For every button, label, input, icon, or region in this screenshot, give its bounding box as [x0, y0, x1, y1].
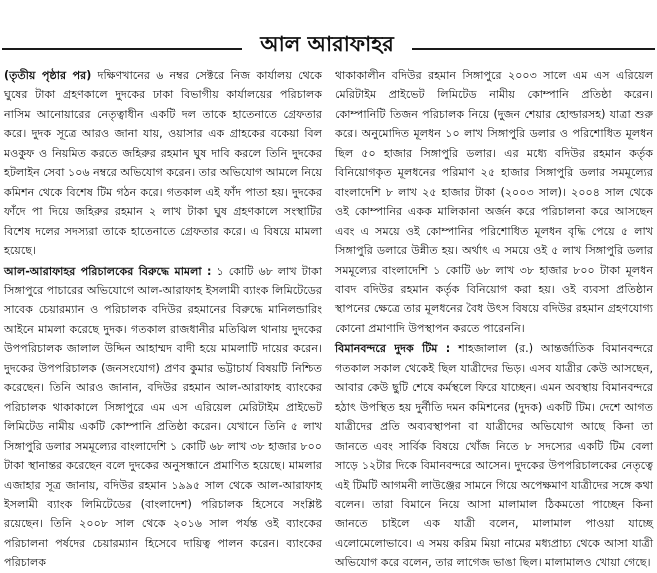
left-column	[4, 66, 322, 570]
section-title: আল আরাফাহর	[242, 26, 412, 62]
continuation-kicker: (তৃতীয় পৃষ্ঠার পর)	[4, 69, 92, 82]
right-paragraph-2-text: শাহজালাল (র.) আন্তর্জাতিক বিমানবন্দরে গতকাল সকাল থেকেই ছিল যাত্রীদের ভিড়। এসব যাত্রীর কেউ আসছেন, আবার কেউ ছুটি শেষে কর্মস্থলে ফিরে যাচ্ছেন। এমন অবস্থায় বিমানবন্দরে হঠাৎ উপস্থিত হয় দুর্নীতি দমন কমিশনের (দুদক) একটি টিম। দেশে আগত যাত্রীদের প্রতি অব্যবস্থাপনা বা যাত্রীদের অভিযোগ আছে কিনা তা জানতে এবং সার্বিক বিষয়ে খোঁজ নিতে ৮ সদস্যের একটি টিম বেলা সাড়ে ১২টার দিকে বিমানবন্দরে আসেন। দুদকের উপপরিচালকের নেতৃত্বে এই টিমটি আগমনী লাউঞ্জের সামনে গিয়ে অপেক্ষমাণ যাত্রীদের সঙ্গে কথা বলেন। তারা বিমানে নিয়ে আসা মালামাল ঠিকমতো পাচ্ছেন কিনা জানতে চাইলে এক যাত্রী বলেন, মালামাল পাওয়া যাচ্ছে এলোমেলোভাবে। এ সময় করিম মিয়া নামের মধ্যপ্রাচ্য থেকে আসা যাত্রী অভিযোগ করে বলেন, তার লাগেজ ভাঙা ছিল। মালামালও খোয়া গেছে।	[335, 342, 653, 570]
left-paragraph-2-text: ১ কোটি ৬৮ লাখ টাকা সিঙ্গাপুরে পাচারের অভিযোগে আল-আরাফাহ ইসলামী ব্যাংক লিমিটেডের সাবেক চেয়ারম্যান ও পরিচালক বদিউর রহমানের বিরুদ্ধে মানিলন্ডারিং আইনে মামলা করেছে দুদক। গতকাল রাজধানীর মতিঝিল থানায় দুদকের উপপরিচালক জালাল উদ্দিন আহাম্মদ বাদী হয়ে মামলাটি দায়ের করেন। দুদকের উপপরিচালক (জনসংযোগ) প্রণব কুমার ভট্টাচার্য বিষয়টি নিশ্চিত করেছেন। তিনি আরও জানান, বদিউর রহমান আল-আরাফাহ ব্যাংকের পরিচালক থাকাকালে সিঙ্গাপুরে এম এস এরিয়েল মেরিটাইম প্রাইভেট লিমিটেড নামীয় একটি কোম্পানি প্রতিষ্ঠা করেন। যেখানে তিনি ৫ লাখ সিঙ্গাপুরি ডলার সমমূল্যের বাংলাদেশি ১ কোটি ৬৮ লাখ ৩৮ হাজার ৮০০ টাকা স্থানান্তর করেছেন বলে দুদকের অনুসন্ধানে প্রমাণিত হয়েছে। মামলার এজাহার সূত্র জানায়, বদিউর রহমান ১৯৯৫ সাল থেকে আল-আরাফাহ ইসলামী ব্যাংক লিমিটেডের (বাংলাদেশ) পরিচালক হিসেবে সংশ্লিষ্ট রয়েছেন। তিনি ২০০৮ সাল থেকে ২০১৬ সাল পর্যন্ত ওই ব্যাংকের পরিচালনা পর্ষদের চেয়ারম্যান হিসেবে দায়িত্ব পালন করেন। ব্যাংকের পরিচালক	[4, 264, 322, 570]
article-columns	[4, 66, 653, 570]
subhead-airport-team: বিমানবন্দরে দুদক টিম :	[335, 342, 451, 356]
left-paragraph-1	[4, 66, 322, 261]
subhead-case-filed: আল-আরাফাহর পরিচালকের বিরুদ্ধে মামলা :	[4, 264, 212, 278]
right-paragraph-1-text: থাকাকালীন বদিউর রহমান সিঙ্গাপুরে ২০০৩ সালে এম এস এরিয়েল মেরিটাইম প্রাইভেট লিমিটেড নামীয় কোম্পানি প্রতিষ্ঠা করেন। কোম্পানিটি তিজন পরিচালক নিয়ে (দুজন শেয়ার হোল্ডারসহ) যাত্রা শুরু করে। অনুমোদিত মূলধন ১০ লাখ সিঙ্গাপুরি ডলার ও পরিশোধিত মূলধন ছিল ৫০ হাজার সিঙ্গাপুরি ডলার। এর মধ্যে বদিউর রহমান কর্তৃক বিনিয়োগকৃত মূলধনের পরিমাণ ২৫ হাজার সিঙ্গাপুরি ডলার সমমূল্যের বাংলাদেশি ৮ লাখ ২৫ হাজার টাকা (২০০৩ সাল)। ২০০৪ সাল থেকে ওই কোম্পানির একক মালিকানা অর্জন করে পরিচালনা করে আসছেন এবং এ সময়ে ওই কোম্পানির পরিশোধিত মূলধন বৃদ্ধি পেয়ে ৫ লাখ সিঙ্গাপুরি ডলারে উন্নীত হয়। অর্থাৎ এ সময়ে ওই ৫ লাখ সিঙ্গাপুরি ডলার সমমূল্যের বাংলাদেশি ১ কোটি ৬৮ লাখ ৩৮ হাজার ৮০০ টাকা মূলধন বাবদ বদিউর রহমান কর্তৃক বিনিয়োগ করা হয়। ওই ব্যবসা প্রতিষ্ঠান স্থাপনের ক্ষেত্রে তার মূলধনের বৈধ উৎস বিষয়ে বদিউর রহমান গ্রহণযোগ্য কোনো প্রমাণাদি উপস্থাপন করতে পারেননি।	[335, 69, 653, 335]
right-column	[335, 66, 653, 570]
right-paragraph-2	[335, 339, 653, 572]
section-header	[0, 22, 657, 62]
left-paragraph-2	[4, 262, 322, 573]
right-paragraph-1	[335, 66, 653, 338]
left-paragraph-1-text: দক্ষিণখানের ৬ নম্বর সেক্টরে নিজ কার্যালয় থেকে ঘুষের টাকা গ্রহণকালে দুদকের ঢাকা বিভাগীয় কার্যালয়ের পরিচালক নাসিম আনোয়ারের নেতৃত্বাধীন একটি দল তাকে হাতেনাতে গ্রেফতার করে। দুদক সূত্রে আরও জানা যায়, ওয়াসার এক গ্রাহকের বকেয়া বিল মওকুফ ও নিয়মিত করতে জহিরুর রহমান ঘুষ দাবি করলে তিনি দুদকের হটলাইন সেবা ১০৬ নম্বরে অভিযোগ করেন। তার অভিযোগ আমলে নিয়ে কমিশন থেকে বিশেষ টিম গঠন করে। গতকাল এই ফাঁদ পাতা হয়। দুদকের ফাঁদে পা দিয়ে জহিরুর রহমান ২ লাখ টাকা ঘুষ গ্রহণকালে সংস্থাটির বিশেষ দলের সদস্যরা তাকে হাতেনাতে গ্রেফতার করে। এ বিষয়ে মামলা হয়েছে।	[4, 69, 322, 258]
